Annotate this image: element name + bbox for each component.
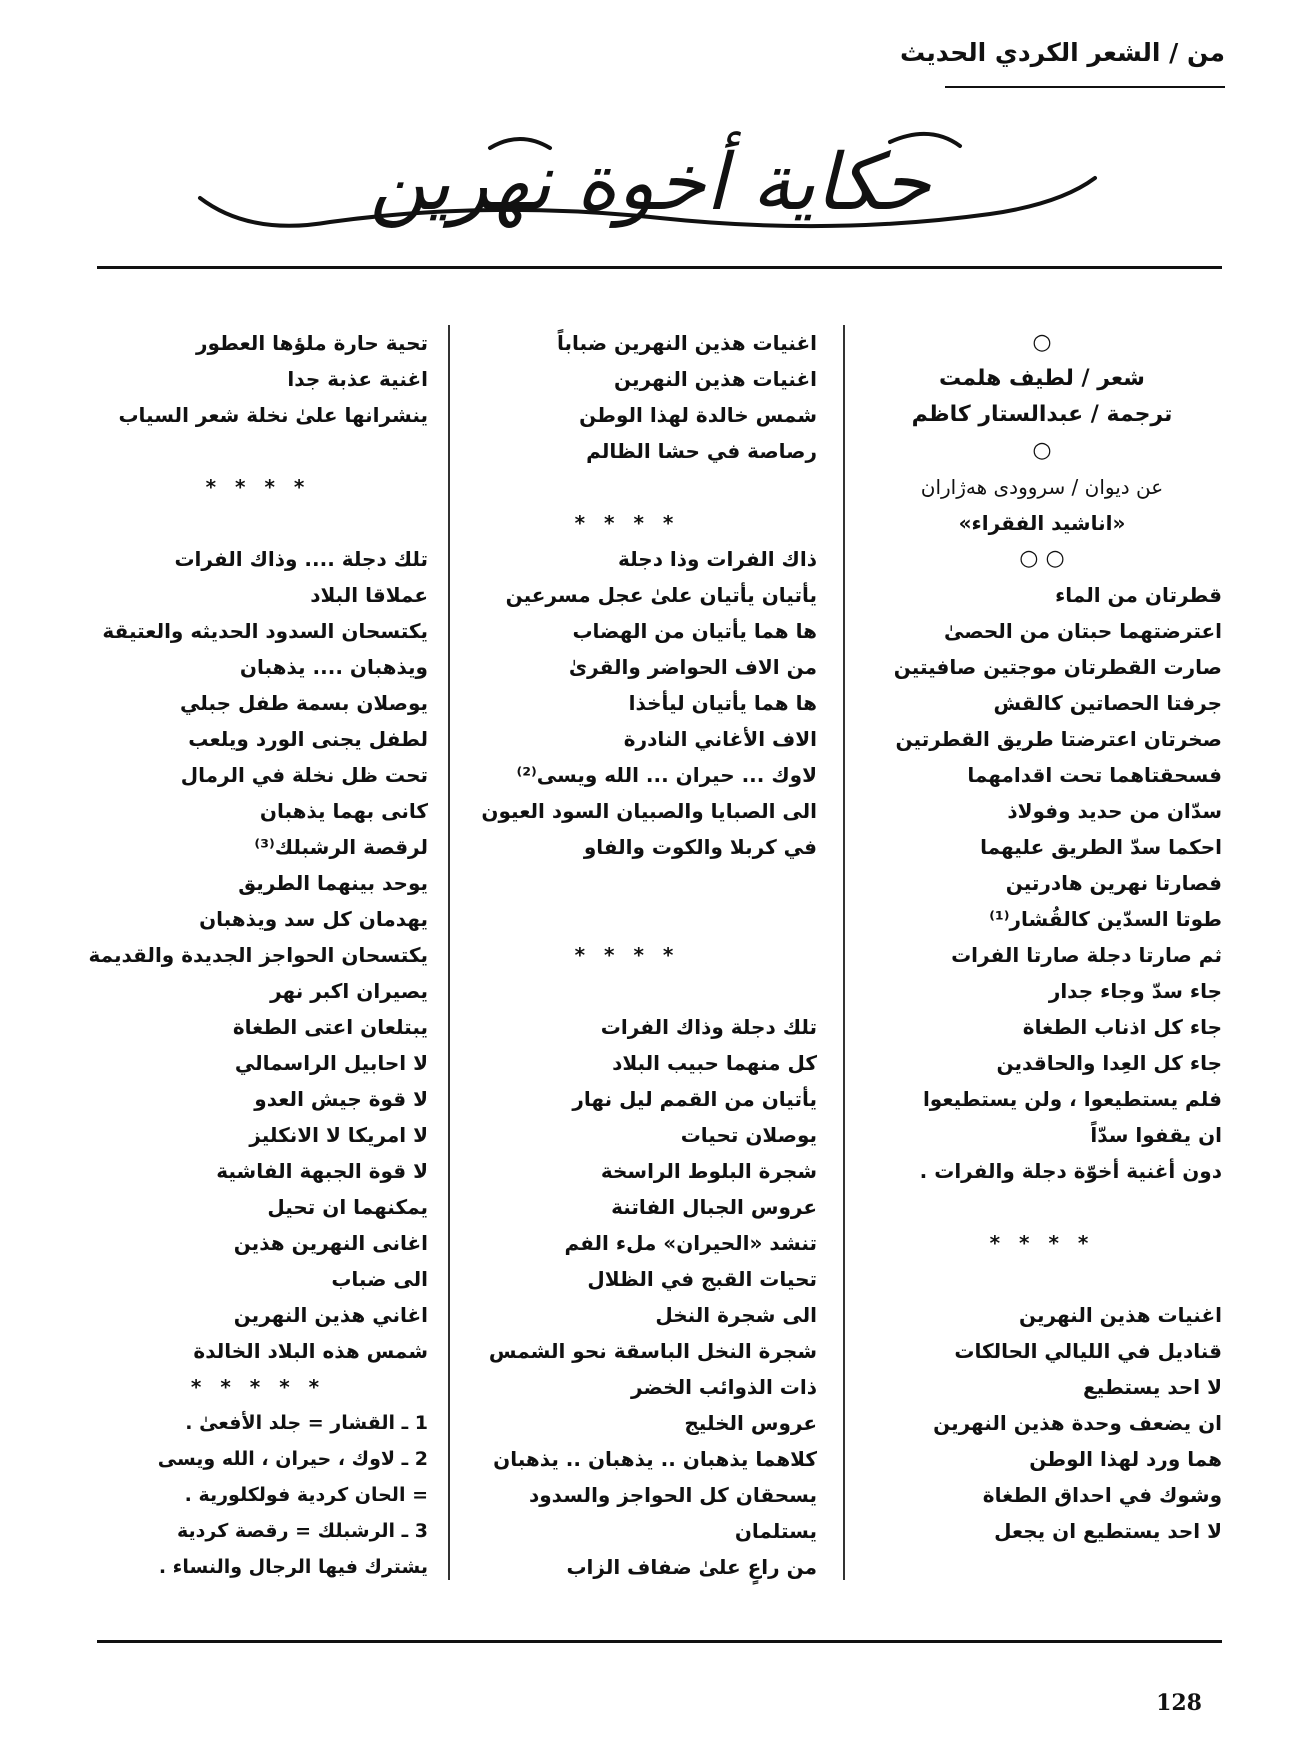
poem-line: تحت ظل نخلة في الرمال bbox=[180, 763, 428, 787]
poem-line: يبتلعان اعتى الطغاة bbox=[232, 1015, 428, 1039]
poem-line: اعترضتهما حبتان من الحصىٰ bbox=[943, 619, 1222, 643]
poem-line: يوصلان بسمة طفل جبلي bbox=[180, 691, 428, 715]
poem-line: لطفل يجنى الورد ويلعب bbox=[188, 727, 428, 751]
poem-line: جاء كل العِدا والحاقدين bbox=[996, 1051, 1222, 1075]
poem-line: عروس الجبال الفاتنة bbox=[611, 1195, 817, 1219]
column-middle bbox=[437, 325, 817, 1585]
bottom-rule bbox=[97, 1640, 1222, 1643]
poem-line: تحية حارة ملؤها العطور bbox=[195, 331, 428, 355]
top-rule bbox=[97, 266, 1222, 269]
poem-line: من راعٍ علىٰ ضفاف الزاب bbox=[566, 1555, 817, 1579]
poem-line: ان يقفوا سدّاً bbox=[1090, 1123, 1222, 1147]
poem-line: لا احابيل الراسمالي bbox=[234, 1051, 428, 1075]
poem-line: شمس هذه البلاد الخالدة bbox=[193, 1339, 428, 1363]
footnote: 1 ـ القشار = جلد الأفعىٰ . bbox=[185, 1412, 428, 1434]
poem-line: يوصلان تحيات bbox=[680, 1123, 817, 1147]
poem-line: شجرة النخل الباسقة نحو الشمس bbox=[488, 1339, 817, 1363]
bullet-marker: ○ bbox=[1032, 330, 1052, 355]
poem-line: في كربلا والكوت والفاو bbox=[583, 835, 817, 859]
poem-line: ذات الذوائب الخضر bbox=[631, 1375, 817, 1399]
bullet-marker: ○ bbox=[1032, 438, 1052, 463]
poem-line: اغنيات هذين النهرين bbox=[1019, 1303, 1222, 1327]
footnote: يشترك فيها الرجال والنساء . bbox=[158, 1556, 428, 1578]
stanza-separator: * * * * bbox=[574, 511, 680, 535]
poem-line: تلك دجلة .... وذاك الفرات bbox=[174, 547, 428, 571]
poem-line: اغنيات هذين النهرين bbox=[614, 367, 817, 391]
poem-line: اغاني هذين النهرين bbox=[233, 1303, 428, 1327]
poem-line: هما ورد لهذا الوطن bbox=[1029, 1447, 1222, 1471]
poem-line: يسحقان كل الحواجز والسدود bbox=[528, 1483, 817, 1507]
poem-line: كل منهما حبيب البلاد bbox=[612, 1051, 817, 1075]
poem-line: جاء سدّ وجاء جدار bbox=[1048, 979, 1222, 1003]
poem-line: جرفتا الحصاتين كالقش bbox=[993, 691, 1222, 715]
source-credit: عن ديوان / سروودى هه‌ژاران bbox=[920, 475, 1164, 499]
poem-line: يصيران اكبر نهر bbox=[270, 979, 428, 1003]
footnote: = الحان كردية فولكلورية . bbox=[184, 1484, 428, 1506]
stanza-separator: * * * * bbox=[989, 1231, 1095, 1255]
poem-line: اغانى النهرين هذين bbox=[233, 1231, 428, 1255]
poem-line: فلم يستطيعوا ، ولن يستطيعوا bbox=[922, 1087, 1222, 1111]
poem-line: قطرتان من الماء bbox=[1055, 583, 1222, 607]
poem-line: طوتا السدّين كالقُشار⁽¹⁾ bbox=[989, 907, 1222, 931]
poem-line: جاء كل اذناب الطغاة bbox=[1022, 1015, 1222, 1039]
poem-line: لا احد يستطيع bbox=[1083, 1375, 1222, 1399]
stanza-separator: * * * * bbox=[205, 475, 311, 499]
poem-line: شجرة البلوط الراسخة bbox=[600, 1159, 817, 1183]
poem-line: لا قوة جيش العدو bbox=[254, 1087, 428, 1111]
column-right bbox=[862, 325, 1222, 1549]
source-subtitle: «اناشيد الفقراء» bbox=[958, 511, 1126, 535]
poem-line: الى ضباب bbox=[331, 1267, 428, 1291]
page-number: 128 bbox=[1156, 1690, 1202, 1716]
poem-line: الاف الأغاني النادرة bbox=[623, 727, 817, 751]
poem-line: اغنية عذبة جدا bbox=[287, 367, 428, 391]
poem-line: تحيات القبج في الظلال bbox=[587, 1267, 817, 1291]
poem-line: قناديل في الليالي الحالكات bbox=[954, 1339, 1222, 1363]
poem-line: لا احد يستطيع ان يجعل bbox=[994, 1519, 1222, 1543]
poem-line: ذاك الفرات وذا دجلة bbox=[617, 547, 817, 571]
footnote: 2 ـ لاوك ، حيران ، الله ويسى bbox=[157, 1448, 428, 1470]
poem-line: احكما سدّ الطريق عليهما bbox=[980, 835, 1222, 859]
poem-line: يكتسحان الحواجز الجديدة والقديمة bbox=[88, 943, 428, 967]
poem-line: من الاف الحواضر والقرىٰ bbox=[568, 655, 817, 679]
poem-line: ان يضعف وحدة هذين النهرين bbox=[933, 1411, 1222, 1435]
poem-line: ها هما يأتيان ليأخذا bbox=[628, 691, 817, 715]
poem-line: شمس خالدة لهذا الوطن bbox=[579, 403, 817, 427]
poem-line: عملاقا البلاد bbox=[310, 583, 428, 607]
poem-line: وشوك في احداق الطغاة bbox=[982, 1483, 1222, 1507]
poem-line: عروس الخليج bbox=[684, 1411, 817, 1435]
stanza-separator: * * * * bbox=[574, 943, 680, 967]
section-rule bbox=[945, 86, 1225, 88]
poem-line: الى شجرة النخل bbox=[655, 1303, 817, 1327]
poem-line: لرقصة الرشبلك⁽³⁾ bbox=[254, 835, 428, 859]
poem-line: يوحد بينهما الطريق bbox=[238, 871, 428, 895]
poem-line: يأتيان يأتيان علىٰ عجل مسرعين bbox=[505, 583, 817, 607]
poem-line: فسحقتاهما تحت اقدامهما bbox=[967, 763, 1222, 787]
poem-line: دون أغنية أخوّة دجلة والفرات . bbox=[919, 1159, 1222, 1183]
final-separator: * * * * * bbox=[190, 1375, 326, 1399]
poem-line: ها هما يأتيان من الهضاب bbox=[572, 619, 817, 643]
poet-credit: شعر / لطيف هلمت bbox=[939, 366, 1145, 391]
section-label: من / الشعر الكردي الحديث bbox=[899, 38, 1225, 67]
poem-line: ينشرانها علىٰ نخلة شعر السياب bbox=[118, 403, 428, 427]
page-title: حكاية أخوة نهرين bbox=[369, 138, 931, 228]
poem-line: كلاهما يذهبان .. يذهبان .. يذهبان bbox=[493, 1447, 817, 1471]
poem-line: يستلمان bbox=[734, 1519, 817, 1543]
poem-line: الى الصبايا والصبيان السود العيون bbox=[481, 799, 817, 823]
poem-line: يأتيان من القمم ليل نهار bbox=[572, 1087, 817, 1111]
poem-line: صارت القطرتان موجتين صافيتين bbox=[893, 655, 1222, 679]
poem-line: يمكنهما ان تحيل bbox=[267, 1195, 428, 1219]
poem-line: فصارتا نهرين هادرتين bbox=[1005, 871, 1222, 895]
poem-line: سدّان من حديد وفولاذ bbox=[1007, 799, 1222, 823]
poem-line: تلك دجلة وذاك الفرات bbox=[600, 1015, 817, 1039]
title-calligraphy bbox=[190, 118, 1110, 248]
footnote: 3 ـ الرشبلك = رقصة كردية bbox=[177, 1520, 428, 1542]
poem-line: يكتسحان السدود الحديثه والعتيقة bbox=[102, 619, 428, 643]
poem-line: لا قوة الجبهة الفاشية bbox=[216, 1159, 428, 1183]
poem-line: كانى بهما يذهبان bbox=[259, 799, 428, 823]
poem-line: تنشد «الحيران» ملء الفم bbox=[564, 1231, 817, 1255]
poem-line: لا امريكا لا الانكليز bbox=[249, 1123, 428, 1147]
poem-line: ثم صارتا دجلة صارتا الفرات bbox=[951, 943, 1222, 967]
poem-line: رصاصة في حشا الظالم bbox=[586, 439, 817, 463]
poem-line: اغنيات هذين النهرين ضباباً bbox=[557, 331, 817, 355]
poem-line: يهدمان كل سد ويذهبان bbox=[199, 907, 428, 931]
column-left bbox=[88, 325, 428, 1585]
bullet-marker: ○ ○ bbox=[1019, 546, 1065, 571]
column-separator-right bbox=[843, 325, 845, 1580]
poem-line: لاوك ... حيران ... الله ويسى⁽²⁾ bbox=[516, 763, 817, 787]
poem-line: ويذهبان .... يذهبان bbox=[239, 655, 428, 679]
poem-line: صخرتان اعترضتا طريق القطرتين bbox=[895, 727, 1222, 751]
translator-credit: ترجمة / عبدالستار كاظم bbox=[911, 402, 1173, 427]
